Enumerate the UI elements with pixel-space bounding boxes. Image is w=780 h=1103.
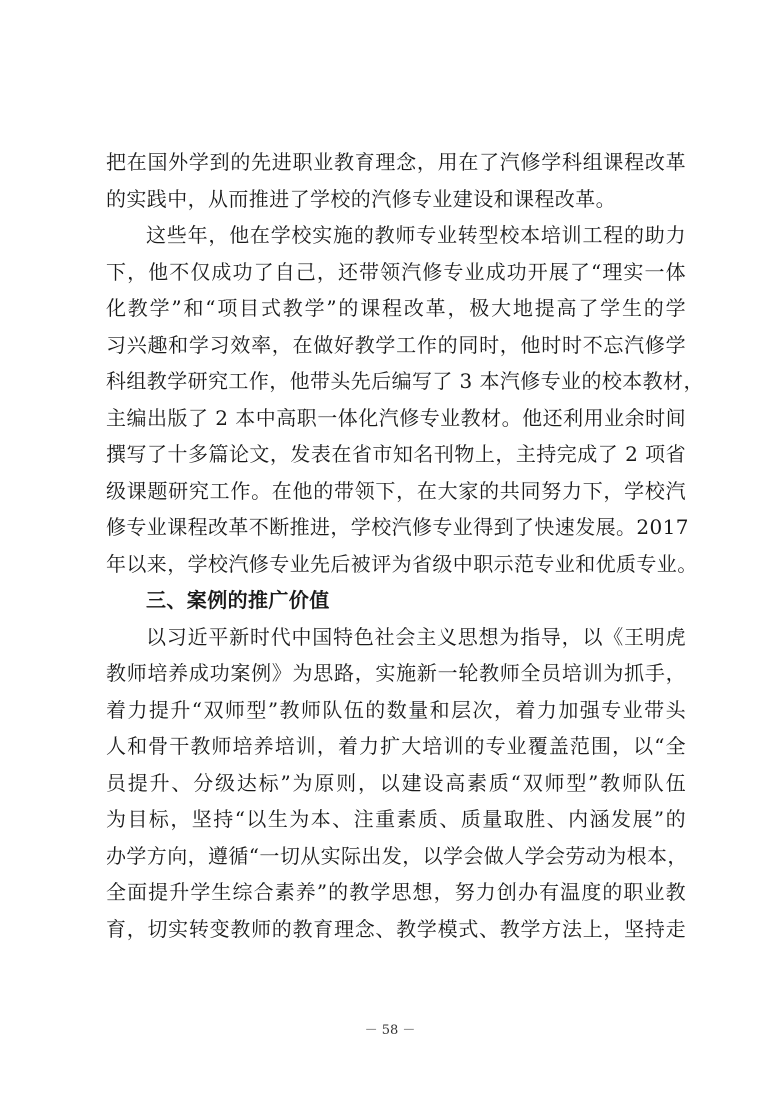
text-line: 以习近平新时代中国特色社会主义思想为指导，以《王明虎 xyxy=(146,624,686,649)
text-line: 人和骨干教师培养培训，着力扩大培训的专业覆盖范围，以“全 xyxy=(106,734,686,758)
page-number: － 58 － xyxy=(364,1023,416,1038)
text-line: 把在国外学到的先进职业教育理念，用在了汽修学科组课程改革 xyxy=(106,150,686,174)
text-line: 科组教学研究工作，他带头先后编写了 3 本汽修专业的校本教材， xyxy=(106,369,704,393)
text-line: 这些年，他在学校实施的教师专业转型校本培训工程的助力 xyxy=(146,223,686,247)
text-line: 化教学”和“项目式教学”的课程改革，极大地提高了学生的学 xyxy=(106,296,686,320)
text-line: 全面提升学生综合素养”的教学思想，努力创办有温度的职业教 xyxy=(106,880,686,904)
paragraph-1 xyxy=(106,144,686,217)
text-line: 育，切实转变教师的教育理念、教学模式、教学方法上，坚持走 xyxy=(106,916,686,941)
text-line: 习兴趣和学习效率，在做好教学工作的同时，他时时不忘汽修学 xyxy=(106,332,686,357)
text-line: 员提升、分级达标”为原则，以建设高素质“双师型”教师队伍 xyxy=(106,770,686,795)
text-line: 办学方向，遵循“一切从实际出发，以学会做人学会劳动为根本， xyxy=(106,843,688,868)
text-line: 主编出版了 2 本中高职一体化汽修专业教材。他还利用业余时间 xyxy=(106,405,686,430)
text-line: 年以来，学校汽修专业先后被评为省级中职示范专业和优质专业。 xyxy=(106,551,698,576)
body-text xyxy=(106,144,704,947)
section-heading: 三、案例的推广价值 xyxy=(146,588,330,612)
text-line: 下，他不仅成功了自己，还带领汽修专业成功开展了“理实一体 xyxy=(106,259,686,284)
text-line: 修专业课程改革不断推进，学校汽修专业得到了快速发展。2017 xyxy=(106,515,689,539)
text-line: 着力提升“双师型”教师队伍的数量和层次，着力加强专业带头 xyxy=(106,697,686,722)
text-line: 教师培养成功案例》为思路，实施新一轮教师全员培训为抓手， xyxy=(106,661,686,685)
text-line: 级课题研究工作。在他的带领下，在大家的共同努力下，学校汽 xyxy=(106,478,686,503)
text-line: 的实践中，从而推进了学校的汽修专业建设和课程改革。 xyxy=(106,186,616,211)
paragraph-3 xyxy=(106,619,686,948)
text-line: 撰写了十多篇论文，发表在省市知名刊物上，主持完成了 2 项省 xyxy=(106,442,686,466)
text-line: 为目标，坚持“以生为本、注重素质、质量取胜、内涵发展”的 xyxy=(106,807,686,831)
paragraph-2 xyxy=(106,217,704,582)
